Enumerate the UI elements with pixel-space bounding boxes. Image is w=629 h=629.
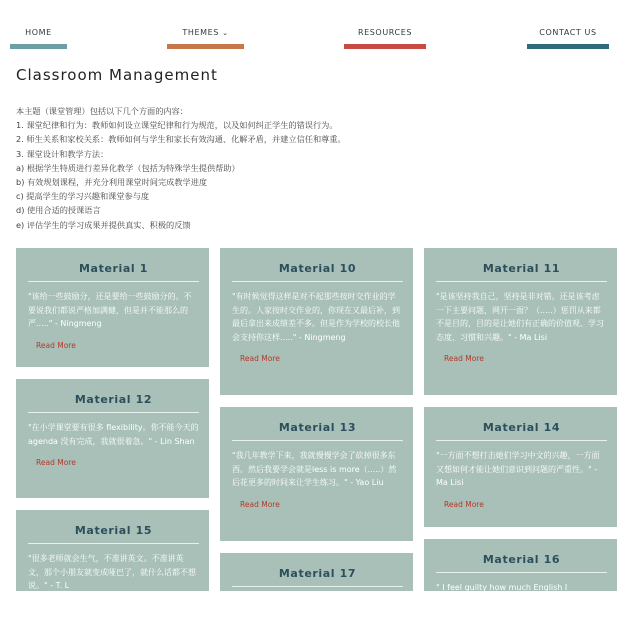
nav-home-underline xyxy=(10,44,67,49)
nav-themes-text[interactable]: THEMES xyxy=(182,28,219,37)
material-card[interactable] xyxy=(220,248,413,395)
read-more-link[interactable]: Read More xyxy=(36,458,76,467)
intro-line: b) 有效规划课程，并充分利用课堂时间完成教学进度 xyxy=(16,177,208,188)
read-more-link[interactable]: Read More xyxy=(240,499,280,509)
card-quote: "在小学课堂要有很多 flexibility。你不能今天的agenda 没有完成，我就很着急。" - Lin Shan xyxy=(28,423,199,446)
nav-home-label[interactable]: HOME xyxy=(25,28,52,37)
intro-text xyxy=(16,104,616,232)
material-card[interactable] xyxy=(16,510,209,591)
card-divider xyxy=(28,281,199,282)
material-card[interactable] xyxy=(424,407,617,527)
card-quote: "是该坚持我自己，坚持是非对错。还是该考虑一下主要问题，网开一面？（.....）惩罚从来都不是目的，目的是让她们有正确的价值观、学习态度、习惯和兴趣。" - Ma Lisi xyxy=(436,292,604,342)
nav-themes-label[interactable] xyxy=(167,28,244,40)
top-navigation xyxy=(0,0,629,48)
card-divider xyxy=(232,281,403,282)
card-title[interactable]: Material 10 xyxy=(278,262,357,275)
chevron-down-icon[interactable]: ⌄ xyxy=(222,29,229,37)
card-divider xyxy=(28,543,199,544)
nav-themes-underline xyxy=(167,44,244,49)
material-card[interactable] xyxy=(424,248,617,395)
nav-contact-underline xyxy=(527,44,609,49)
read-more-link[interactable]: Read More xyxy=(444,499,484,509)
card-title[interactable]: Material 13 xyxy=(278,421,357,434)
read-more-link[interactable]: Read More xyxy=(240,354,280,363)
material-card[interactable] xyxy=(16,248,209,367)
nav-resources[interactable] xyxy=(344,28,426,49)
intro-line: c) 提高学生的学习兴趣和课堂参与度 xyxy=(16,191,150,202)
card-quote: " I feel guilty how much English I xyxy=(436,583,568,591)
intro-line: d) 使用合适的授课语言 xyxy=(16,205,101,216)
nav-contact[interactable] xyxy=(527,28,609,49)
read-more-link[interactable]: Read More xyxy=(444,354,484,363)
card-title[interactable]: Material 15 xyxy=(74,524,153,537)
material-card[interactable] xyxy=(16,379,209,498)
material-card[interactable] xyxy=(424,539,617,591)
intro-line: 3. 课堂设计和教学方法： xyxy=(16,148,109,159)
card-quote: "我几年教学下来，我就慢慢学会了砍掉很多东西。然后我要学会就是less is more（.....）然后花更多的时间来让学生练习。" - Yao Liu xyxy=(232,451,397,487)
card-title[interactable]: Material 12 xyxy=(74,393,153,406)
card-title[interactable]: Material 1 xyxy=(79,262,148,275)
nav-themes[interactable] xyxy=(167,28,244,49)
intro-line: 1. 课堂纪律和行为：教师如何设立课堂纪律和行为规范，以及如何纠正学生的错误行为。 xyxy=(16,120,338,131)
intro-line: a) 根据学生特质进行差异化教学（包括为特殊学生提供帮助） xyxy=(16,162,240,173)
card-divider xyxy=(436,281,607,282)
intro-line: 2. 师生关系和家校关系：教师如何与学生和家长有效沟通、化解矛盾，并建立信任和尊重。 xyxy=(16,134,346,145)
card-title[interactable]: Material 14 xyxy=(482,421,561,434)
nav-resources-underline xyxy=(344,44,426,49)
card-divider xyxy=(28,412,199,413)
card-divider xyxy=(436,440,607,441)
card-quote: "有时候觉得这样是对不起那些按时交作业的学生的。人家按时交作业的，你现在又最后补，到最后拿出来成绩差不多。但是作为学校的校长他会支持你这样....." - Ningmeng xyxy=(232,292,400,342)
card-quote: "很多老师就会生气，不准讲英文。不准讲英文，那个小朋友就变成哑巴了，就什么话都不想说。" - T. L xyxy=(28,554,196,590)
card-divider xyxy=(232,586,403,587)
material-card[interactable] xyxy=(220,407,413,541)
card-quote: "一方面不想打击她们学习中文的兴趣，一方面又想如何才能让她们意识到问题的严重性。" - Ma Lisi xyxy=(436,451,600,487)
card-divider xyxy=(436,572,607,573)
nav-resources-label[interactable]: RESOURCES xyxy=(357,28,413,37)
card-title[interactable]: Material 11 xyxy=(482,262,561,275)
card-title[interactable]: Material 16 xyxy=(482,553,561,566)
card-quote: "该给一些鼓励分，还是要给一些鼓励分的。不要说我们都说严格加满健，但是并不能那么的严....." - Ningmeng xyxy=(28,292,192,328)
intro-line: e) 评估学生的学习成果并提供真实、积极的反馈 xyxy=(16,219,191,230)
card-title[interactable]: Material 17 xyxy=(278,567,357,580)
page-title: Classroom Management xyxy=(16,66,218,84)
card-divider xyxy=(232,440,403,441)
intro-line: 本主题（课堂管理）包括以下几个方面的内容： xyxy=(16,106,188,116)
read-more-link[interactable]: Read More xyxy=(36,340,76,350)
nav-home[interactable] xyxy=(10,28,67,49)
material-card[interactable] xyxy=(220,553,413,591)
nav-contact-label[interactable]: CONTACT US xyxy=(539,28,597,37)
